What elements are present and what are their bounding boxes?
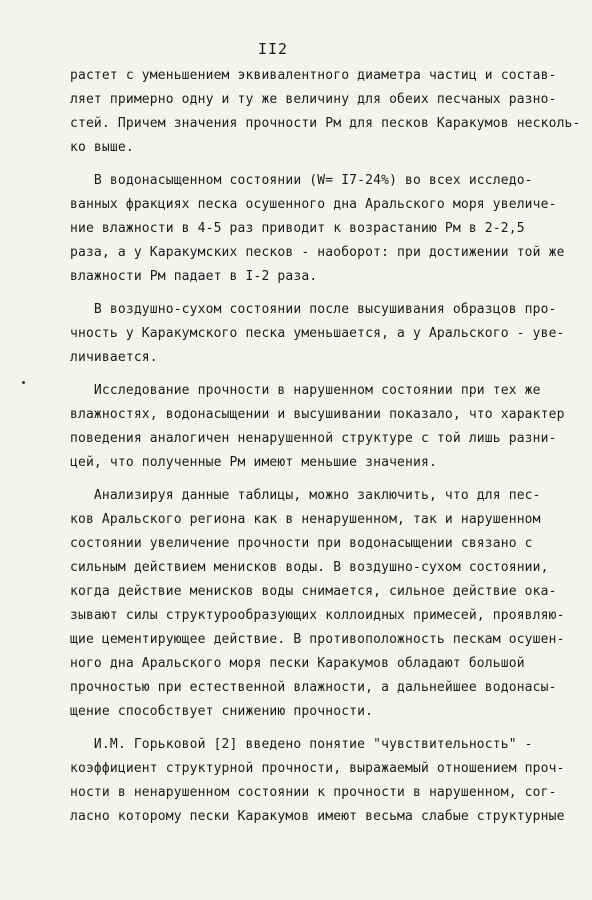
text-line: чность у Каракумского песка уменьшается, а у Аральского - уве- <box>70 326 565 341</box>
text-line: ние влажности в 4-5 раз приводит к возрастанию Рм в 2-2,5 <box>70 221 525 236</box>
text-line: ванных фракциях песка осушенного дна Аральского моря увеличе- <box>70 197 557 212</box>
text-line: ко выше. <box>70 140 134 155</box>
text-line: ков Аральского региона как в ненарушенном, так и нарушенном <box>70 512 541 527</box>
text-line: ляет примерно одну и ту же величину для обеих песчаных разно- <box>70 92 557 107</box>
text-line: В водонасыщенном состоянии (W= I7-24%) во всех исследо- <box>70 173 533 188</box>
text-line: личивается. <box>70 350 158 365</box>
text-line: прочностью при естественной влажности, а дальнейшее водонасы- <box>70 680 557 695</box>
paragraph <box>70 484 570 724</box>
body-text <box>70 64 581 829</box>
text-line: влажности Рм падает в I-2 раза. <box>70 269 318 284</box>
page-number: II2 <box>258 40 289 58</box>
text-line: коэффициент структурной прочности, выражаемый отношением проч- <box>70 761 565 776</box>
paragraph <box>70 733 570 829</box>
text-line: состоянии увеличение прочности при водонасыщении связано с <box>70 536 533 551</box>
text-line: Исследование прочности в нарушенном состоянии при тех же <box>70 383 541 398</box>
text-line: щие цементирующее действие. В противоположность пескам осушен- <box>70 632 565 647</box>
paragraph <box>70 379 570 475</box>
text-line: цей, что полученные Рм имеют меньшие значения. <box>70 455 437 470</box>
text-line: ного дна Аральского моря пески Каракумов обладают большой <box>70 656 525 671</box>
text-line: Анализируя данные таблицы, можно заключить, что для пес- <box>70 488 541 503</box>
text-line: В воздушно-сухом состоянии после высушивания образцов про- <box>70 302 557 317</box>
text-line: ласно которому пески Каракумов имеют весьма слабые структурные <box>70 809 565 824</box>
text-line: сильным действием менисков воды. В воздушно-сухом состоянии, <box>70 560 549 575</box>
text-line: раза, а у Каракумских песков - наоборот: при достижении той же <box>70 245 565 260</box>
text-line: И.М. Горьковой [2] введено понятие "чувствительность" - <box>70 737 533 752</box>
text-line: растет с уменьшением эквивалентного диаметра частиц и состав- <box>70 68 557 83</box>
paragraph <box>70 169 570 289</box>
margin-mark <box>22 381 25 384</box>
paragraph <box>70 64 581 160</box>
text-line: щение способствует снижению прочности. <box>70 704 374 719</box>
text-line: стей. Причем значения прочности Рм для песков Каракумов несколь- <box>70 116 581 131</box>
text-line: ности в ненарушенном состоянии к прочности в нарушенном, сог- <box>70 785 557 800</box>
paragraph <box>70 298 570 370</box>
text-line: влажностях, водонасыщении и высушивании показало, что характер <box>70 407 565 422</box>
text-line: когда действие менисков воды снимается, сильное действие ока- <box>70 584 557 599</box>
text-line: зывают силы структурообразующих коллоидных примесей, проявляю- <box>70 608 565 623</box>
text-line: поведения аналогичен ненарушенной структуре с той лишь разни- <box>70 431 557 446</box>
